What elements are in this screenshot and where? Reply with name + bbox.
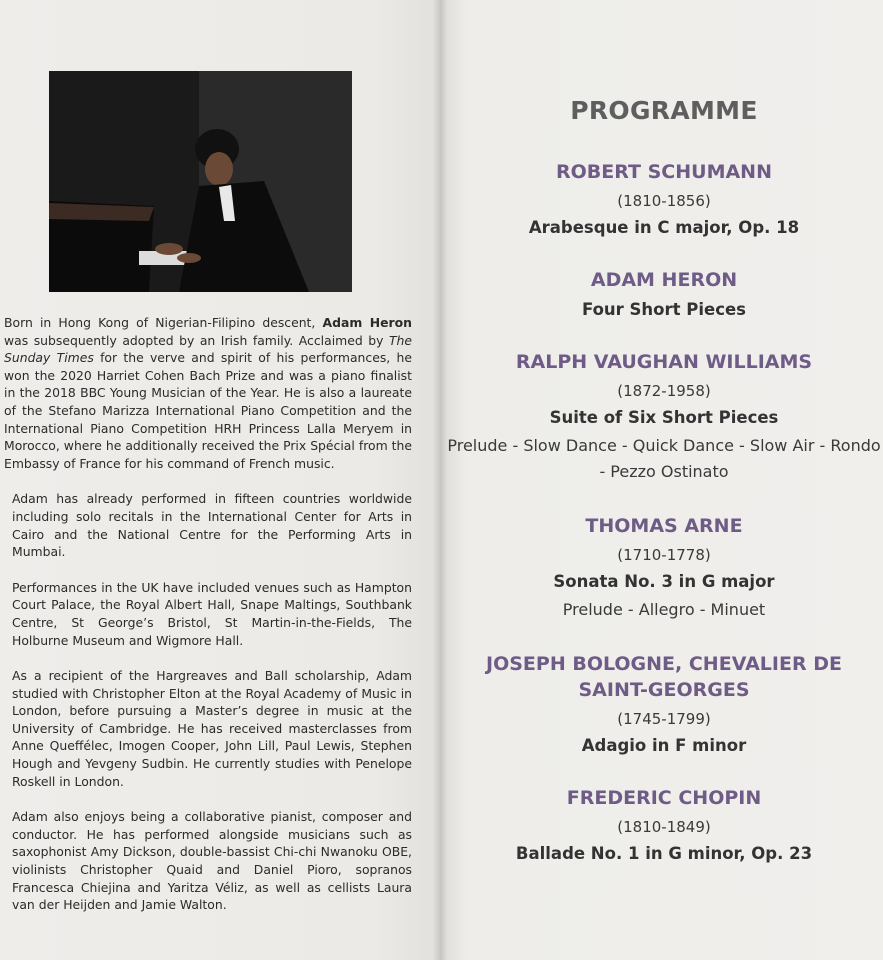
composer-name: THOMAS ARNE <box>585 515 743 537</box>
work-title: Ballade No. 1 in G minor, Op. 23 <box>515 844 813 863</box>
work-movements: Prelude - Allegro - Minuet <box>562 600 766 619</box>
bio-text: Born in Hong Kong of Nigerian-Filipino descent, <box>4 315 323 330</box>
bio-text: for the verve and spirit of his performances, he won the 2020 Harriet Cohen Bach Prize and was a piano finalist in the 2018 BBC Young Musician of the Year. He is also a laureate of the Stefano Marizza International Piano Competition and the International Piano Competition HRH Princess Lalla Meryem in Morocco, where he additionally received the Prix Spécial from the Embassy of France for his command of French music. <box>4 350 412 471</box>
composer-dates: (1872-1958) <box>617 382 711 400</box>
programme-item-heron <box>444 267 883 321</box>
bio-paragraph-2: Adam has already performed in fifteen countries worldwide including solo recitals in the International Center for Arts in Cairo and the National Centre for the Performing Arts in Mumbai. <box>12 491 412 560</box>
biography <box>4 314 412 932</box>
composer-dates: (1810-1849) <box>617 818 711 836</box>
composer-dates: (1810-1856) <box>617 192 711 210</box>
left-page <box>0 0 440 960</box>
bio-text: was subsequently adopted by an Irish family. Acclaimed by <box>4 332 389 348</box>
programme-item-vaughan-williams <box>444 349 883 485</box>
programme-item-schumann <box>444 159 883 239</box>
programme-item-chopin <box>444 785 883 865</box>
work-title: Suite of Six Short Pieces <box>549 408 779 427</box>
composer-dates: (1745-1799) <box>617 710 711 728</box>
composer-name: JOSEPH BOLOGNE, CHEVALIER DE SAINT-GEORGES <box>486 653 842 701</box>
bio-paragraph-1 <box>4 314 412 472</box>
programme-list <box>444 96 883 893</box>
publication-name: The Sunday Times <box>4 332 412 366</box>
work-title: Adagio in F minor <box>581 736 747 755</box>
composer-name: ADAM HERON <box>590 269 738 291</box>
artist-name: Adam Heron <box>322 315 412 330</box>
bio-paragraph-5: Adam also enjoys being a collaborative pianist, composer and conductor. He has performed alongside musicians such as saxophonist Amy Dickson, double-bassist Chi-chi Nwanoku OBE, violinists Christopher Quaid and Daniel Pioro, sopranos Francesca Chiejina and Yaritza Véliz, as well as cellists Laura van der Heijden and Jamie Walton. <box>12 809 412 913</box>
bio-paragraph-4: As a recipient of the Hargreaves and Ball scholarship, Adam studied with Christopher Elton at the Royal Academy of Music in London, before pursuing a Master’s degree in music at the University of Cambridge. He has received masterclasses from Anne Queffélec, Imogen Cooper, John Lill, Paul Lewis, Stephen Hough and Yevgeny Sudbin. He currently studies with Penelope Roskell in London. <box>12 668 412 789</box>
programme-title: PROGRAMME <box>570 96 758 125</box>
programme-item-arne <box>444 513 883 623</box>
composer-name: FREDERIC CHOPIN <box>566 787 762 809</box>
work-title: Sonata No. 3 in G major <box>553 572 775 591</box>
work-title: Arabesque in C major, Op. 18 <box>528 218 800 237</box>
bio-paragraph-3: Performances in the UK have included venues such as Hampton Court Palace, the Royal Albert Hall, Snape Maltings, Southbank Centre, St George’s Bristol, St Martin-in-the-Fields, The Holburne Museum and Wigmore Hall. <box>12 579 412 648</box>
composer-dates: (1710-1778) <box>617 546 711 564</box>
pianist-photo <box>49 71 352 292</box>
composer-name: RALPH VAUGHAN WILLIAMS <box>515 351 813 373</box>
programme-item-bologne <box>444 651 883 757</box>
work-title: Four Short Pieces <box>581 300 747 319</box>
work-movements: Prelude - Slow Dance - Quick Dance - Slow Air - Rondo - Pezzo Ostinato <box>447 436 881 481</box>
composer-name: ROBERT SCHUMANN <box>556 161 772 183</box>
